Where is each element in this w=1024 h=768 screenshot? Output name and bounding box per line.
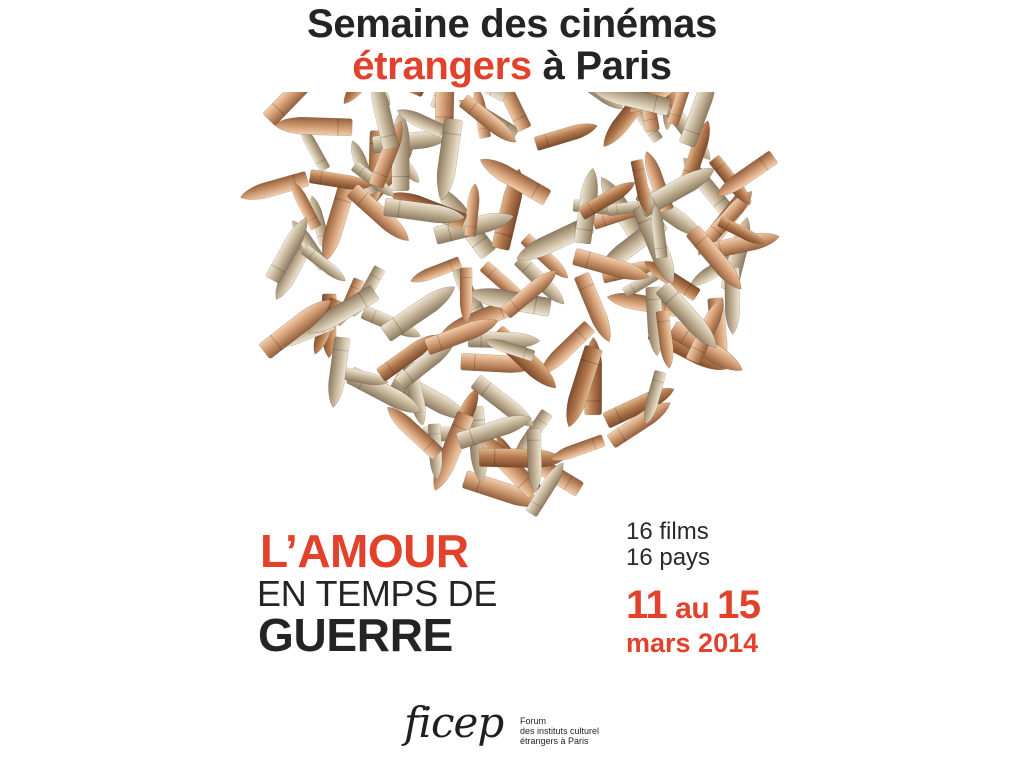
bullet-heart-illustration bbox=[236, 92, 786, 582]
event-dates bbox=[626, 583, 760, 628]
bullet-group bbox=[238, 92, 781, 517]
title-text-2: à Paris bbox=[531, 44, 672, 88]
date-start: 11 bbox=[626, 583, 668, 627]
films-count: 16 films bbox=[626, 518, 709, 545]
ficep-tagline bbox=[520, 716, 599, 746]
date-separator: au bbox=[667, 592, 717, 625]
title-text-1: Semaine des cinémas bbox=[306, 2, 718, 46]
ficep-tagline-2: des instituts culturel bbox=[520, 726, 600, 736]
date-end: 15 bbox=[716, 583, 761, 627]
ficep-logo: ficep bbox=[404, 698, 504, 747]
theme-line1: L’AMOUR bbox=[260, 525, 469, 577]
title-accent-word: étrangers bbox=[352, 44, 532, 88]
bullet-shape bbox=[534, 119, 599, 151]
theme-line3: GUERRE bbox=[258, 609, 454, 661]
event-month-year: mars 2014 bbox=[626, 628, 759, 658]
ficep-tagline-1: Forum bbox=[520, 716, 547, 726]
countries-count: 16 pays bbox=[626, 544, 711, 571]
poster-title-line1 bbox=[0, 2, 1024, 47]
bullet-shape bbox=[549, 434, 606, 465]
theme-line2: EN TEMPS DE bbox=[257, 573, 498, 614]
bullet-shape bbox=[460, 268, 472, 323]
ficep-tagline-3: étrangers à Paris bbox=[520, 736, 589, 746]
bullet-shape bbox=[274, 116, 352, 136]
poster-title-line2 bbox=[0, 44, 1024, 89]
